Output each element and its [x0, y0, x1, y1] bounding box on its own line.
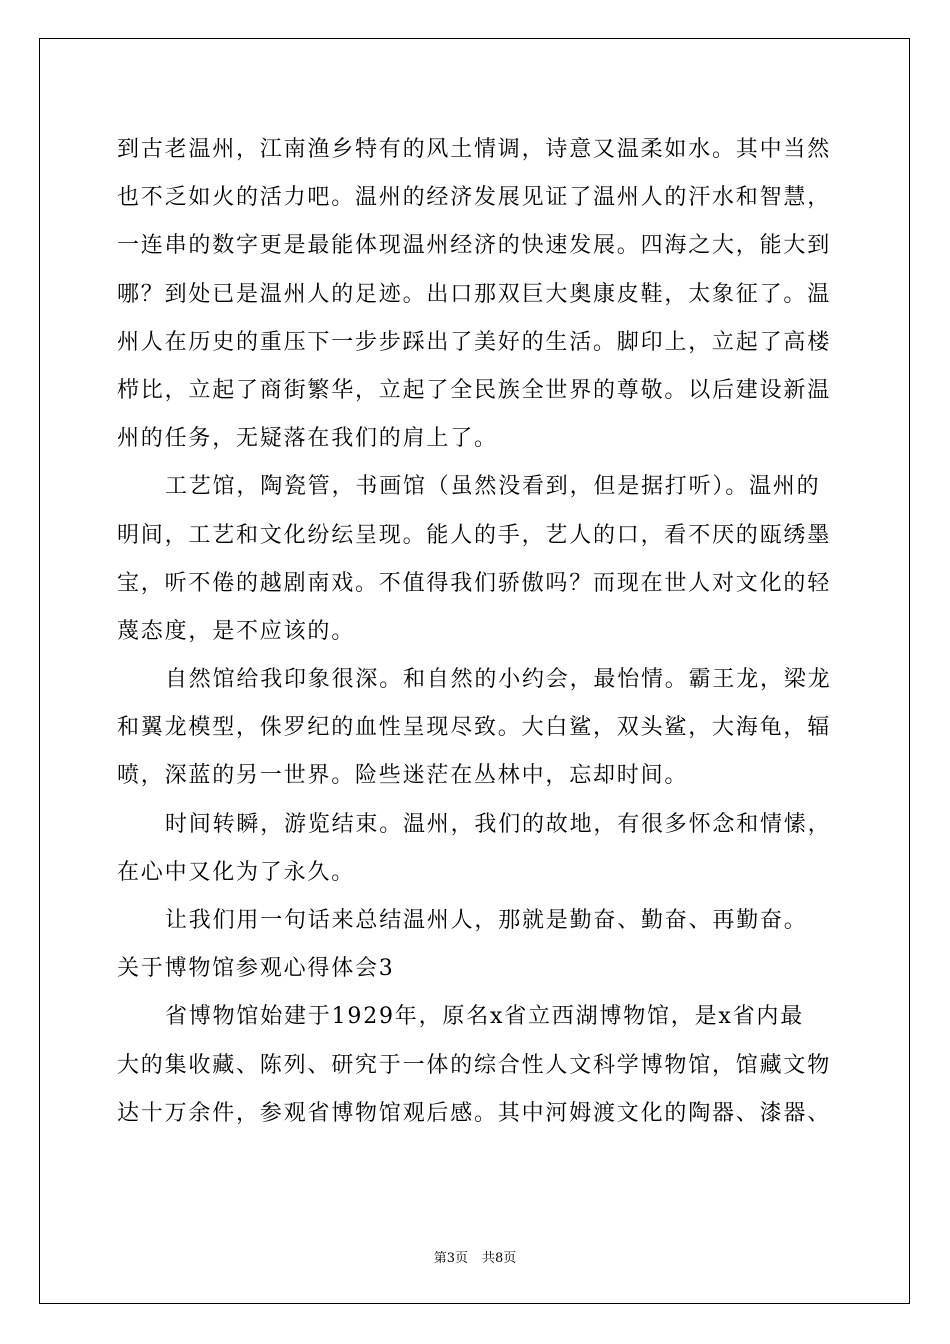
text-line: 和翼龙模型，侏罗纪的血性呈现尽致。大白鲨，双头鲨，大海龟，辐: [117, 715, 832, 741]
page-total: 共8页: [482, 1251, 517, 1266]
text-line: 哪？到处已是温州人的足迹。出口那双巨大奥康皮鞋，太象征了。温: [117, 281, 832, 307]
text-line: 在心中又化为了永久。: [117, 859, 356, 885]
text-line: 省博物馆始建于1929年，原名x省立西湖博物馆，是x省内最: [165, 1004, 805, 1030]
text-line: 栉比，立起了商街繁华，立起了全民族全世界的尊敬。以后建设新温: [117, 377, 832, 403]
text-line: 大的集收藏、陈列、研究于一体的综合性人文科学博物馆，馆藏文物: [117, 1052, 832, 1078]
text-line: 让我们用一句话来总结温州人，那就是勤奋、勤奋、再勤奋。: [165, 908, 808, 933]
text-line: 自然馆给我印象很深。和自然的小约会，最怡情。霸王龙，梁龙: [165, 667, 832, 693]
text-line: 一连串的数字更是最能体现温州经济的快速发展。四海之大，能大到: [117, 233, 832, 259]
text-line: 达十万余件，参观省博物馆观后感。其中河姆渡文化的陶器、漆器、: [117, 1100, 832, 1126]
text-line: 喷，深蓝的另一世界。险些迷茫在丛林中，忘却时间。: [117, 763, 689, 789]
section-heading: 关于博物馆参观心得体会3: [117, 956, 395, 982]
text-line: 州的任务，无疑落在我们的肩上了。: [117, 426, 498, 452]
page-footer: [0, 1247, 950, 1266]
text-line: 工艺馆，陶瓷管，书画馆（虽然没看到，但是据打听）。温州的: [165, 474, 821, 500]
text-line: 明间，工艺和文化纷纭呈现。能人的手，艺人的口，看不厌的瓯绣墨: [117, 522, 832, 548]
text-line: 到古老温州，江南渔乡特有的风土情调，诗意又温柔如水。其中当然: [117, 137, 832, 162]
text-line: 也不乏如火的活力吧。温州的经济发展见证了温州人的汗水和智慧，: [117, 185, 832, 211]
page-number: 第3页: [433, 1251, 468, 1266]
text-line: 州人在历史的重压下一步步踩出了美好的生活。脚印上，立起了高楼: [117, 329, 832, 355]
text-line: 时间转瞬，游览结束。温州，我们的故地，有很多怀念和情愫，: [165, 811, 832, 837]
text-line: 蔑态度，是不应该的。: [117, 618, 356, 644]
text-line: 宝，听不倦的越剧南戏。不值得我们骄傲吗？而现在世人对文化的轻: [117, 570, 832, 596]
document-body: [117, 126, 833, 1138]
